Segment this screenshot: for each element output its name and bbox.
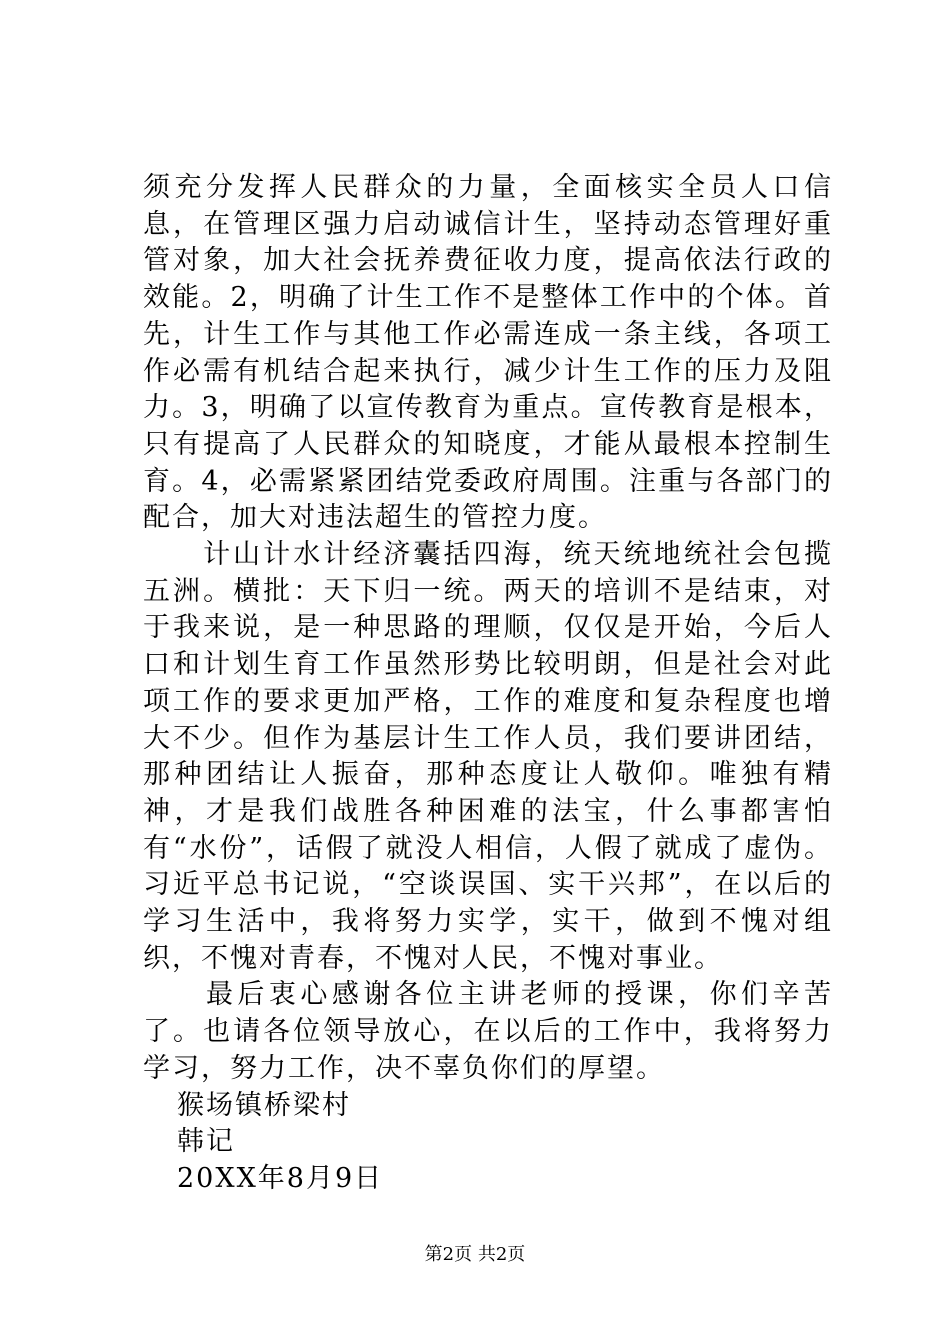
document-body xyxy=(143,170,833,1198)
paragraph-2: 计山计水计经济囊括四海，统天统地统社会包揽五洲。横批：天下归一统。两天的培训不是结束，对于我来说，是一种思路的理顺，仅仅是开始，今后人口和计划生育工作虽然形势比较明朗，但是社会对此项工作的要求更加严格，工作的难度和复杂程度也增大不少。但作为基层计生工作人员，我们要讲团结，那种团结让人振奋，那种态度让人敬仰。唯独有精神，才是我们战胜各种困难的法宝，什么事都害怕有“水份”，话假了就没人相信，人假了就成了虚伪。习近平总书记说，“空谈误国、实干兴邦”，在以后的学习生活中，我将努力实学，实干，做到不愧对组织，不愧对青春，不愧对人民，不愧对事业。 xyxy=(143,539,833,974)
signature-place: 猴场镇桥梁村 xyxy=(177,1089,351,1121)
paragraph-1: 须充分发挥人民群众的力量，全面核实全员人口信息，在管理区强力启动诚信计生，坚持动态管理好重管对象，加大社会抚养费征收力度，提高依法行政的效能。2，明确了计生工作不是整体工作中的个体。首先，计生工作与其他工作必需连成一条主线，各项工作必需有机结合起来执行，减少计生工作的压力及阻力。3，明确了以宣传教育为重点。宣传教育是根本，只有提高了人民群众的知晓度，才能从最根本控制生育。4，必需紧紧团结党委政府周围。注重与各部门的配合，加大对违法超生的管控力度。 xyxy=(143,172,833,534)
page-number-footer: 第2页 共2页 xyxy=(424,1244,526,1265)
signature-date: 20XX年8月9日 xyxy=(177,1162,384,1194)
signature-name: 韩记 xyxy=(177,1126,235,1158)
paragraph-3: 最后衷心感谢各位主讲老师的授课，你们辛苦了。也请各位领导放心，在以后的工作中，我将努力学习，努力工作，决不辜负你们的厚望。 xyxy=(143,979,833,1084)
